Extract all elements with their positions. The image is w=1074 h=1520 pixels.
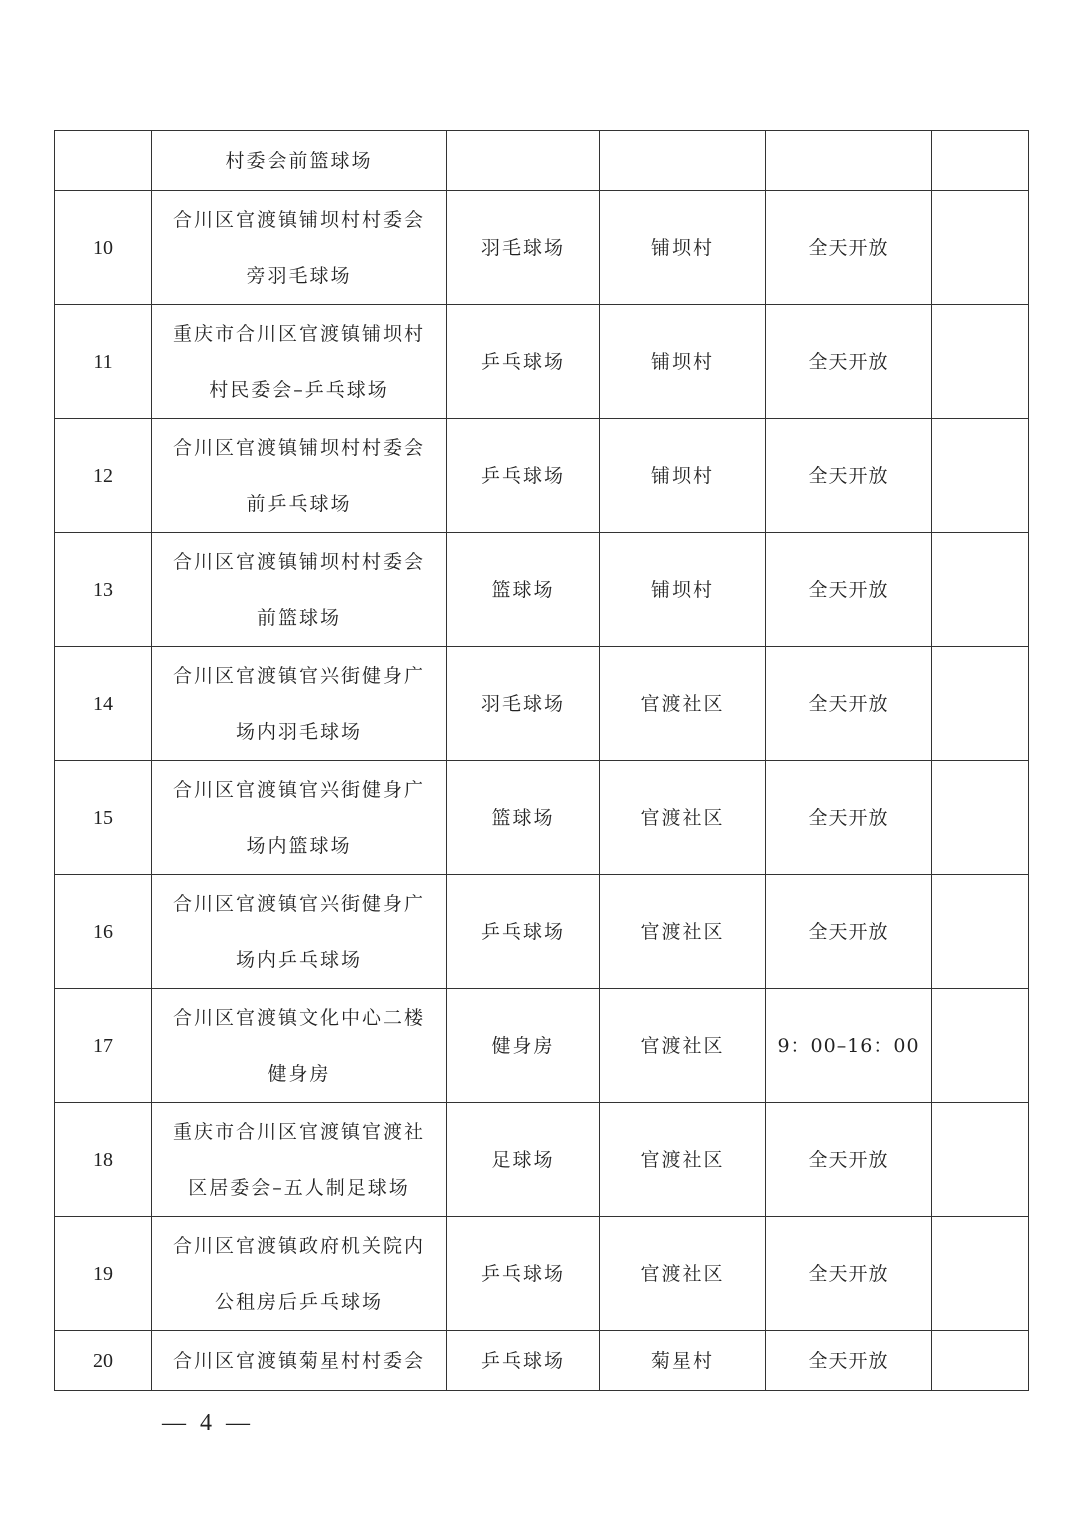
venue-type-cell: 健身房 <box>447 989 600 1103</box>
table-row <box>55 191 1029 305</box>
venue-type-cell: 乒乓球场 <box>447 1331 600 1391</box>
table-row <box>55 1331 1029 1391</box>
table-row <box>55 1103 1029 1217</box>
venue-name-line: 区居委会–五人制足球场 <box>188 1176 410 1199</box>
opening-hours-cell: 全天开放 <box>766 647 932 761</box>
venue-type-cell: 羽毛球场 <box>447 647 600 761</box>
venue-location-cell: 铺坝村 <box>600 191 766 305</box>
venue-type-cell: 乒乓球场 <box>447 1217 600 1331</box>
venue-name-cell <box>152 131 447 191</box>
row-number-cell: 18 <box>55 1103 152 1217</box>
venue-name-line: 合川区官渡镇铺坝村村委会 <box>172 550 425 573</box>
venue-location-cell: 官渡社区 <box>600 875 766 989</box>
table-row <box>55 875 1029 989</box>
venue-name-line: 重庆市合川区官渡镇官渡社 <box>172 1120 425 1143</box>
remarks-cell <box>932 533 1029 647</box>
table-row <box>55 1217 1029 1331</box>
page-number: — 4 — <box>162 1410 254 1436</box>
opening-hours-cell: 全天开放 <box>766 761 932 875</box>
row-number-cell: 13 <box>55 533 152 647</box>
venue-table-body <box>55 131 1029 1391</box>
remarks-cell <box>932 419 1029 533</box>
table-row <box>55 989 1029 1103</box>
venue-name-line: 公租房后乒乓球场 <box>214 1290 383 1313</box>
venue-location-cell: 官渡社区 <box>600 989 766 1103</box>
venue-name-line: 合川区官渡镇官兴街健身广 <box>172 892 425 915</box>
remarks-cell <box>932 761 1029 875</box>
venue-name-line: 前乒乓球场 <box>246 492 352 515</box>
venue-type-cell: 乒乓球场 <box>447 419 600 533</box>
venue-name-line: 场内篮球场 <box>246 834 352 857</box>
venue-table <box>54 130 1029 1391</box>
row-number-cell: 20 <box>55 1331 152 1391</box>
opening-hours-cell: 全天开放 <box>766 305 932 419</box>
venue-location-cell: 铺坝村 <box>600 305 766 419</box>
venue-type-cell: 篮球场 <box>447 761 600 875</box>
venue-location-cell: 铺坝村 <box>600 419 766 533</box>
remarks-cell <box>932 647 1029 761</box>
venue-name-line: 合川区官渡镇政府机关院内 <box>172 1234 425 1257</box>
venue-location-cell: 官渡社区 <box>600 1103 766 1217</box>
venue-name-cell <box>152 761 447 875</box>
venue-location-cell: 官渡社区 <box>600 1217 766 1331</box>
remarks-cell <box>932 1217 1029 1331</box>
opening-hours-cell: 9：00–16：00 <box>766 989 932 1103</box>
venue-name-line: 重庆市合川区官渡镇铺坝村 <box>172 322 425 345</box>
opening-hours-cell: 全天开放 <box>766 419 932 533</box>
remarks-cell <box>932 989 1029 1103</box>
venue-name-line: 健身房 <box>267 1062 331 1085</box>
opening-hours-cell: 全天开放 <box>766 1217 932 1331</box>
venue-name-line: 合川区官渡镇文化中心二楼 <box>172 1006 425 1029</box>
remarks-cell <box>932 131 1029 191</box>
table-row <box>55 761 1029 875</box>
venue-name-line: 合川区官渡镇铺坝村村委会 <box>172 436 425 459</box>
venue-name-cell <box>152 989 447 1103</box>
remarks-cell <box>932 191 1029 305</box>
venue-type-cell: 乒乓球场 <box>447 875 600 989</box>
venue-name-line: 场内乒乓球场 <box>235 948 362 971</box>
remarks-cell <box>932 1331 1029 1391</box>
venue-type-cell: 乒乓球场 <box>447 305 600 419</box>
venue-type-cell: 足球场 <box>447 1103 600 1217</box>
row-number-cell: 14 <box>55 647 152 761</box>
opening-hours-cell: 全天开放 <box>766 875 932 989</box>
table-row <box>55 533 1029 647</box>
venue-name-cell <box>152 419 447 533</box>
row-number-cell <box>55 131 152 191</box>
remarks-cell <box>932 875 1029 989</box>
venue-location-cell: 官渡社区 <box>600 761 766 875</box>
venue-location-cell: 官渡社区 <box>600 647 766 761</box>
opening-hours-cell: 全天开放 <box>766 1103 932 1217</box>
table-row <box>55 647 1029 761</box>
opening-hours-cell: 全天开放 <box>766 191 932 305</box>
remarks-cell <box>932 1103 1029 1217</box>
venue-name-line: 村委会前篮球场 <box>225 149 373 172</box>
venue-location-cell: 铺坝村 <box>600 533 766 647</box>
table-row <box>55 419 1029 533</box>
row-number-cell: 17 <box>55 989 152 1103</box>
venue-name-cell <box>152 191 447 305</box>
venue-type-cell: 篮球场 <box>447 533 600 647</box>
venue-location-cell: 菊星村 <box>600 1331 766 1391</box>
venue-location-cell <box>600 131 766 191</box>
venue-name-line: 合川区官渡镇官兴街健身广 <box>172 664 425 687</box>
table-row <box>55 131 1029 191</box>
row-number-cell: 15 <box>55 761 152 875</box>
venue-type-cell <box>447 131 600 191</box>
venue-name-line: 合川区官渡镇菊星村村委会 <box>172 1349 425 1372</box>
venue-name-cell <box>152 1103 447 1217</box>
row-number-cell: 11 <box>55 305 152 419</box>
venue-name-line: 合川区官渡镇铺坝村村委会 <box>172 208 425 231</box>
table-row <box>55 305 1029 419</box>
venue-name-cell <box>152 1217 447 1331</box>
opening-hours-cell: 全天开放 <box>766 1331 932 1391</box>
venue-name-cell <box>152 305 447 419</box>
row-number-cell: 12 <box>55 419 152 533</box>
venue-name-line: 旁羽毛球场 <box>246 264 352 287</box>
row-number-cell: 16 <box>55 875 152 989</box>
row-number-cell: 19 <box>55 1217 152 1331</box>
venue-name-cell <box>152 647 447 761</box>
venue-name-line: 场内羽毛球场 <box>235 720 362 743</box>
venue-name-line: 前篮球场 <box>256 606 341 629</box>
opening-hours-cell <box>766 131 932 191</box>
opening-hours-cell: 全天开放 <box>766 533 932 647</box>
row-number-cell: 10 <box>55 191 152 305</box>
venue-name-line: 合川区官渡镇官兴街健身广 <box>172 778 425 801</box>
venue-name-cell <box>152 1331 447 1391</box>
remarks-cell <box>932 305 1029 419</box>
venue-name-cell <box>152 533 447 647</box>
venue-name-cell <box>152 875 447 989</box>
venue-name-line: 村民委会–乒乓球场 <box>209 378 389 401</box>
venue-type-cell: 羽毛球场 <box>447 191 600 305</box>
